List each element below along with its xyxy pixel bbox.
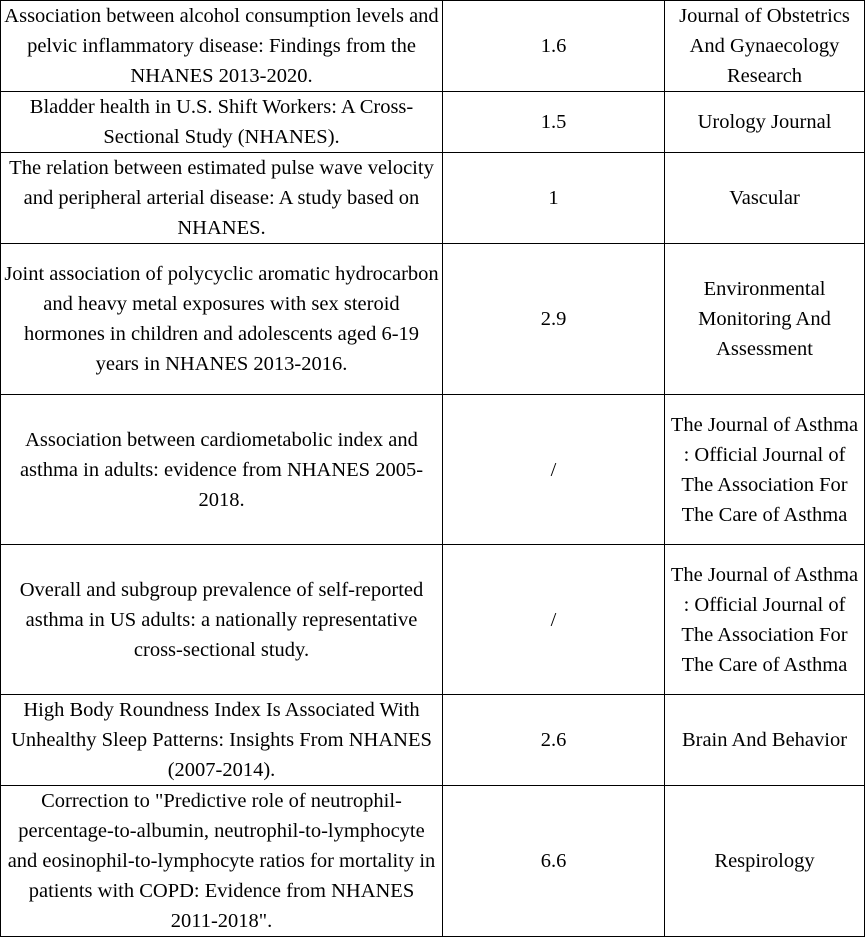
journal-cell: The Journal of Asthma : Official Journal of The Association For The Care of Asthma <box>665 395 865 545</box>
journal-cell: Journal of Obstetrics And Gynaecology Research <box>665 1 865 92</box>
journal-cell: Brain And Behavior <box>665 695 865 786</box>
impact-factor-cell: / <box>443 395 665 545</box>
impact-factor-cell: 1 <box>443 153 665 244</box>
table-row <box>1 153 865 244</box>
impact-factor-cell: 2.9 <box>443 244 665 395</box>
impact-factor-cell: 1.6 <box>443 1 665 92</box>
impact-factor-cell: 1.5 <box>443 92 665 153</box>
article-title-cell: Joint association of polycyclic aromatic hydrocarbon and heavy metal exposures with sex steroid hormones in children and adolescents aged 6-19 years in NHANES 2013-2016. <box>1 244 443 395</box>
impact-factor-cell: / <box>443 545 665 695</box>
table-row <box>1 1 865 92</box>
article-title-cell: Bladder health in U.S. Shift Workers: A Cross-Sectional Study (NHANES). <box>1 92 443 153</box>
article-title-cell: The relation between estimated pulse wave velocity and peripheral arterial disease: A study based on NHANES. <box>1 153 443 244</box>
impact-factor-cell: 2.6 <box>443 695 665 786</box>
article-title-cell: High Body Roundness Index Is Associated With Unhealthy Sleep Patterns: Insights From NHANES (2007-2014). <box>1 695 443 786</box>
article-title-cell: Association between cardiometabolic index and asthma in adults: evidence from NHANES 2005-2018. <box>1 395 443 545</box>
table-row <box>1 545 865 695</box>
table-row <box>1 786 865 937</box>
journal-cell: Urology Journal <box>665 92 865 153</box>
table-row <box>1 244 865 395</box>
journal-cell: Vascular <box>665 153 865 244</box>
article-title-cell: Overall and subgroup prevalence of self-reported asthma in US adults: a nationally representative cross-sectional study. <box>1 545 443 695</box>
article-title-cell: Association between alcohol consumption levels and pelvic inflammatory disease: Findings from the NHANES 2013-2020. <box>1 1 443 92</box>
table-row <box>1 695 865 786</box>
table-row <box>1 395 865 545</box>
journal-cell: Environmental Monitoring And Assessment <box>665 244 865 395</box>
impact-factor-cell: 6.6 <box>443 786 665 937</box>
article-title-cell: Correction to "Predictive role of neutrophil-percentage-to-albumin, neutrophil-to-lymphocyte and eosinophil-to-lymphocyte ratios for mortality in patients with COPD: Evidence from NHANES 2011-2018". <box>1 786 443 937</box>
table-row <box>1 92 865 153</box>
journal-cell: Respirology <box>665 786 865 937</box>
journal-cell: The Journal of Asthma : Official Journal of The Association For The Care of Asthma <box>665 545 865 695</box>
